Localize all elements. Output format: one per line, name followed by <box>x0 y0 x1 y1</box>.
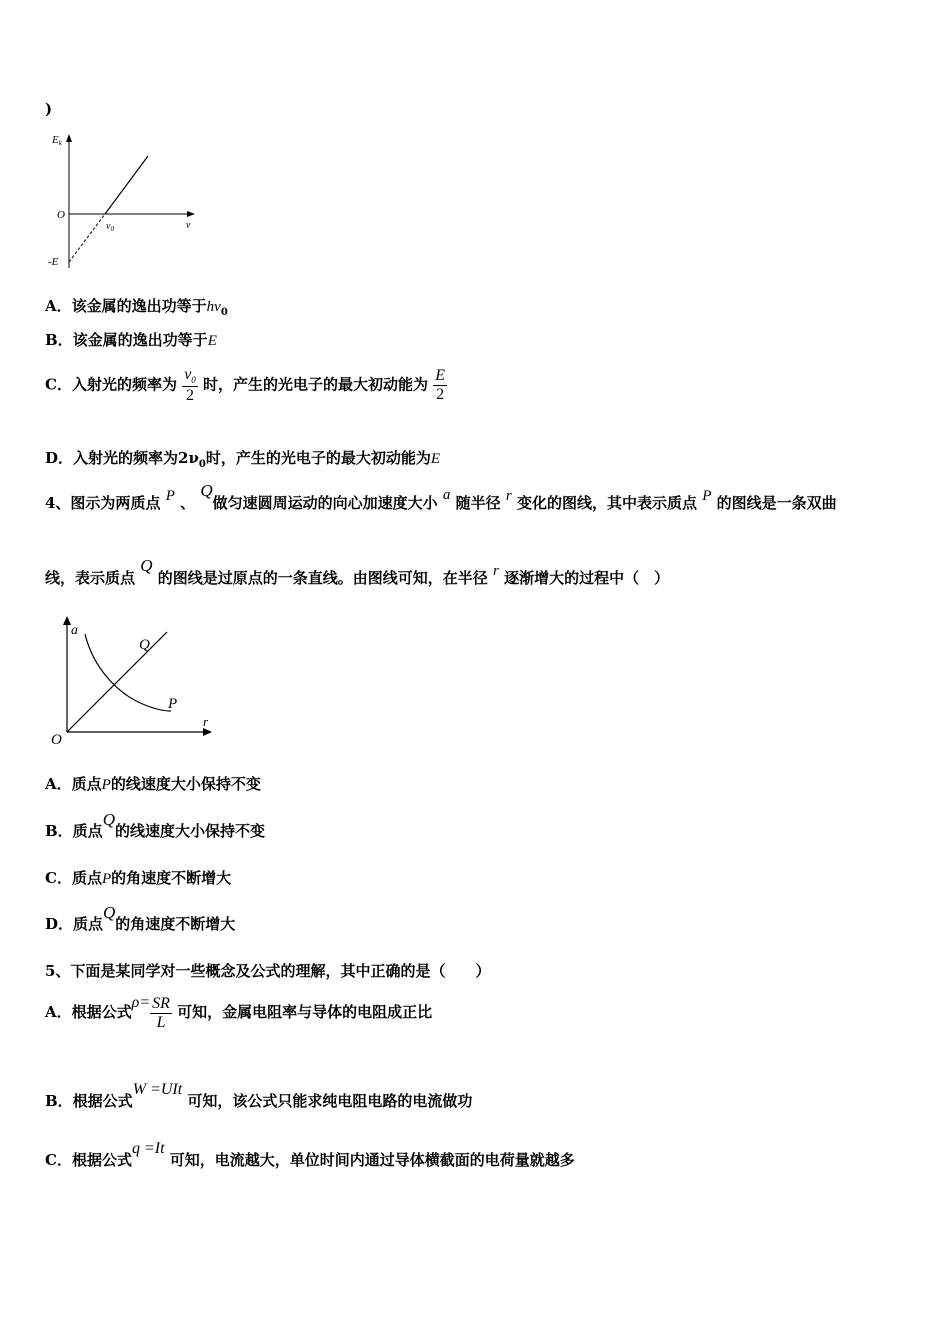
q3-option-d: D．入射光的频率为$2\nu_0$时，产生的光电子的最大初动能为E <box>45 449 441 470</box>
dashed-extension <box>69 214 105 262</box>
fraction-sr-over-l: $\frac{SR}{L}$ <box>152 995 170 1032</box>
graph2-origin: O <box>51 732 62 748</box>
q4-option-d: D．质点Q的角速度不断增大 <box>45 903 236 933</box>
q3-option-a: A．该金属的逸出功等于$h\nu_0$ <box>45 297 228 318</box>
x-axis-arrow-icon <box>203 728 212 736</box>
q3-option-b: B．该金属的逸出功等于E <box>45 331 217 349</box>
graph2-x-label: r <box>203 714 209 729</box>
q5-stem: 5、下面是某同学对一些概念及公式的理解，其中正确的是（ ） <box>45 962 491 980</box>
graph-a-r <box>45 612 225 752</box>
graph1-y-neg: -E <box>48 256 59 268</box>
x-axis-arrow-icon <box>187 211 195 217</box>
top-paren: ) <box>45 100 53 118</box>
graph2-q-label: Q <box>139 637 150 653</box>
q4-option-b: B．质点Q的线速度大小保持不变 <box>45 810 265 840</box>
graph1-x-tick: $\nu_0$ <box>106 221 114 233</box>
graph1-y-label: Ek <box>52 134 62 147</box>
p-curve <box>85 634 171 711</box>
graph1-origin: O <box>57 209 65 221</box>
fraction-e-over-2: $\frac{E}{2}$ <box>435 366 446 403</box>
ek-line <box>105 156 148 214</box>
graph2-p-label: P <box>168 696 178 712</box>
q4-stem-line2: 线，表示质点 Q 的图线是过原点的一条直线。由图线可知，在半径 r 逐渐增大的过程中（ ） <box>45 556 670 587</box>
y-axis-arrow-icon <box>63 616 71 625</box>
graph-ek-v <box>40 128 210 278</box>
graph1-x-label: ν <box>186 220 191 231</box>
y-axis-arrow-icon <box>66 134 72 142</box>
q-line <box>67 632 167 732</box>
graph2-y-label: a <box>71 623 78 638</box>
q4-option-a: A．质点P的线速度大小保持不变 <box>45 775 261 793</box>
q4-stem-line1: 4、图示为两质点 P 、 Q做匀速圆周运动的向心加速度大小 a 随半径 r 变化的图线，其中表示质点 P 的图线是一条双曲 <box>45 481 837 512</box>
q5-option-c: C．根据公式q =It 可知，电流越大，单位时间内通过导体横截面的电荷量就越多 <box>45 1140 575 1169</box>
q3-option-c: C．入射光的频率为 $\frac{\nu_0}{2}$ 时，产生的光电子的最大初动能为 $\frac{E}{2}$ <box>45 366 446 404</box>
q4-option-c: C．质点P的角速度不断增大 <box>45 869 232 887</box>
q5-option-a: A．根据公式ρ= $\frac{SR}{L}$ 可知，金属电阻率与导体的电阻成正比 <box>45 994 433 1032</box>
fraction-v0-over-2: $\frac{\nu_0}{2}$ <box>184 366 196 404</box>
q5-option-b: B．根据公式W =UIt 可知，该公式只能求纯电阻电路的电流做功 <box>45 1081 473 1110</box>
